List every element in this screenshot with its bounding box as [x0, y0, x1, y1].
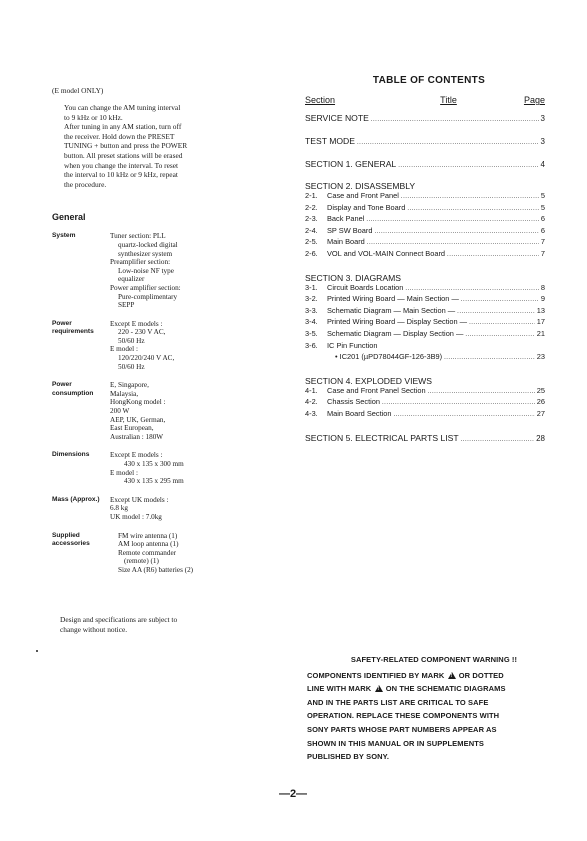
- safety-text: ON THE SCHEMATIC DIAGRAMS: [385, 684, 506, 694]
- safety-warning: [307, 653, 547, 764]
- toc-subentry-number: 4-3.: [305, 408, 318, 418]
- toc-entry: [305, 159, 545, 169]
- toc-subentry: [305, 191, 545, 203]
- spec-label: [52, 451, 110, 485]
- spec-label-line: Supplied: [52, 531, 80, 539]
- toc-subentry-page: 6: [540, 225, 545, 235]
- spec-value-line: 200 W: [110, 407, 130, 416]
- toc-subentry: [305, 249, 545, 261]
- spec-value-line: 6.8 kg: [110, 504, 128, 513]
- specifications-table: [52, 232, 252, 574]
- spec-value-line: Power amplifier section:: [110, 283, 181, 292]
- toc-subentry: [305, 386, 545, 398]
- toc-subentry-title: Main Board Section: [327, 408, 392, 418]
- toc-subentry-page: 5: [540, 202, 545, 212]
- toc-subentry-page: 13: [536, 305, 545, 315]
- toc-subentry-page: 9: [540, 294, 545, 304]
- toc-entry: [305, 433, 545, 443]
- spec-value-line: 120/220/240 V AC,: [118, 354, 175, 363]
- page-number: —2—: [278, 788, 308, 800]
- toc-leader-dots: [401, 191, 539, 203]
- toc-leader-dots: [447, 249, 539, 261]
- note-line: the interval to 10 kHz or 9 kHz, repeat: [64, 170, 178, 180]
- toc-subentry-title: Circuit Boards Location: [327, 282, 404, 292]
- safety-line: SONY PARTS WHOSE PART NUMBERS APPEAR AS: [307, 724, 497, 734]
- note-line: the procedure.: [64, 179, 107, 189]
- toc-leader-dots: [407, 203, 539, 215]
- spec-values: [110, 320, 252, 372]
- spec-label-line: accessories: [52, 540, 90, 548]
- toc-leader-dots: [374, 226, 538, 238]
- design-note-line: change without notice.: [60, 624, 128, 634]
- spec-value-line: Preamplifier section:: [110, 258, 171, 267]
- toc-subentry: [305, 306, 545, 318]
- toc-subentry-number: 3-2.: [305, 294, 318, 304]
- toc-section: [305, 376, 545, 421]
- toc-subentry-page: 26: [536, 397, 545, 407]
- spec-value-line: 220 - 230 V AC,: [118, 328, 166, 337]
- spec-value-line: Low-noise NF type: [118, 266, 174, 275]
- spec-value-line: E model :: [110, 468, 138, 477]
- spec-value-line: E, Singapore,: [110, 381, 149, 390]
- spec-value-line: 430 x 135 x 295 mm: [124, 477, 184, 486]
- safety-line: OPERATION. REPLACE THESE COMPONENTS WITH: [307, 711, 500, 721]
- toc-subentry-number: 3-1.: [305, 282, 318, 292]
- spec-value-line: Except E models :: [110, 319, 163, 328]
- toc-subentry-number: 4-1.: [305, 385, 318, 395]
- toc-subentry: [305, 329, 545, 341]
- spec-value-line: Except E models :: [110, 451, 163, 460]
- safety-rest-lines: [307, 696, 547, 764]
- toc-subentry-title: Back Panel: [327, 214, 365, 224]
- safety-text: LINE WITH MARK: [307, 684, 372, 694]
- toc-entry: [305, 113, 545, 123]
- spec-value-line: AM loop antenna (1): [118, 540, 179, 549]
- toc-subentry: [305, 352, 545, 364]
- toc-section: [305, 273, 545, 364]
- spec-value-line: 430 x 135 x 300 mm: [124, 460, 184, 468]
- toc-subentry-page: 6: [540, 214, 545, 224]
- table-of-contents: [305, 75, 545, 443]
- toc-subentry: [305, 341, 545, 353]
- spec-row: [52, 232, 252, 309]
- toc-col-page: Page: [523, 95, 545, 105]
- toc-subentry-number: 3-3.: [305, 305, 318, 315]
- toc-leader-dots: [405, 283, 538, 295]
- safety-line: PUBLISHED BY SONY.: [307, 752, 390, 762]
- toc-subentry-number: 4-2.: [305, 397, 318, 407]
- toc-section-title: SECTION 3. DIAGRAMS: [305, 272, 401, 283]
- safety-line: [307, 682, 547, 696]
- toc-entry-title: SECTION 5. ELECTRICAL PARTS LIST: [305, 432, 459, 443]
- spec-value-line: Tuner section: PLL: [110, 232, 166, 241]
- toc-subentry-number: 2-4.: [305, 225, 318, 235]
- toc-subentry: [305, 237, 545, 249]
- note-line: After tuning in any AM station, turn off: [64, 122, 182, 132]
- general-heading: General: [52, 212, 86, 223]
- spec-label-line: requirements: [52, 328, 94, 336]
- safety-text: COMPONENTS IDENTIFIED BY MARK: [307, 670, 445, 680]
- toc-entry-title: TEST MODE: [305, 136, 355, 146]
- toc-subentry-page: 25: [536, 385, 545, 395]
- toc-column-headers: [305, 95, 545, 105]
- toc-subentry-number: 2-2.: [305, 202, 318, 212]
- design-note-line: Design and specifications are subject to: [60, 615, 178, 624]
- toc-subentry-title: Main Board: [327, 237, 365, 247]
- safety-warning-title: SAFETY-RELATED COMPONENT WARNING !!: [350, 655, 518, 664]
- spec-label: [52, 496, 110, 522]
- toc-subentry-number: 3-4.: [305, 317, 318, 327]
- toc-subentry: [305, 409, 545, 421]
- toc-subentry-number: 2-6.: [305, 248, 318, 258]
- am-tuning-interval-note: [64, 103, 214, 189]
- toc-entry-title: SECTION 1. GENERAL: [305, 159, 397, 169]
- spec-values: [110, 232, 252, 309]
- spec-label: [52, 532, 110, 575]
- toc-subentry: [305, 214, 545, 226]
- toc-subentry: [305, 317, 545, 329]
- spec-label: [52, 320, 110, 372]
- toc-subentry-number: 3-6.: [305, 340, 318, 350]
- toc-subentry-title: Printed Wiring Board — Main Section —: [327, 294, 459, 304]
- toc-title: TABLE OF CONTENTS: [372, 75, 486, 86]
- spec-value-line: Remote commander: [118, 548, 177, 557]
- toc-entry: [305, 136, 545, 146]
- margin-mark: [36, 650, 38, 652]
- toc-subentry-title: IC Pin Function: [327, 340, 378, 350]
- toc-entries: [305, 113, 545, 443]
- toc-entry-page: 28: [536, 433, 545, 443]
- spec-value-line: Except UK models :: [110, 495, 169, 504]
- spec-label-line: System: [52, 232, 76, 240]
- toc-subentry: [305, 226, 545, 238]
- toc-leader-dots: [461, 433, 534, 443]
- toc-subentry-page: 23: [536, 352, 545, 362]
- toc-subentry: [305, 294, 545, 306]
- spec-value-line: Malaysia,: [110, 389, 139, 398]
- spec-row: [52, 451, 252, 485]
- spec-label-line: Dimensions: [52, 451, 90, 459]
- toc-leader-dots: [461, 294, 539, 306]
- toc-subentry: [305, 203, 545, 215]
- toc-subentry-title: Schematic Diagram — Display Section —: [327, 328, 464, 338]
- spec-value-line: Size AA (R6) batteries (2): [118, 565, 194, 574]
- spec-row: [52, 532, 252, 575]
- warning-triangle-icon: [448, 672, 456, 679]
- toc-subentry: [305, 397, 545, 409]
- spec-value-line: East European,: [110, 424, 154, 433]
- note-line: the receiver. Hold down the PRESET: [64, 131, 175, 141]
- toc-subentry-page: 7: [540, 248, 545, 258]
- spec-value-line: HongKong model :: [110, 398, 166, 407]
- toc-subentry-number: 2-5.: [305, 237, 318, 247]
- toc-leader-dots: [366, 214, 538, 226]
- toc-leader-dots: [371, 113, 539, 123]
- spec-value-line: (remote) (1): [124, 557, 159, 566]
- toc-section-title: SECTION 4. EXPLODED VIEWS: [305, 375, 433, 386]
- safety-line: SHOWN IN THIS MANUAL OR IN SUPPLEMENTS: [307, 738, 484, 748]
- spec-value-line: quartz-locked digital: [118, 240, 178, 249]
- toc-subentry-title: Case and Front Panel: [327, 191, 399, 200]
- safety-text: OR DOTTED: [458, 670, 504, 680]
- spec-label-line: Power: [52, 319, 72, 327]
- toc-subentry-number: 2-1.: [305, 191, 318, 200]
- toc-leader-dots: [357, 136, 539, 146]
- spec-values: [110, 496, 252, 522]
- toc-subentry-page: 27: [536, 408, 545, 418]
- toc-subentry-number: 3-5.: [305, 328, 318, 338]
- spec-label-line: consumption: [52, 389, 94, 397]
- spec-value-line: E model :: [110, 345, 138, 354]
- spec-values: [110, 381, 252, 441]
- toc-leader-dots: [398, 159, 538, 169]
- e-model-heading: (E model ONLY): [52, 86, 104, 95]
- toc-leader-dots: [469, 317, 535, 329]
- spec-value-line: SEPP: [118, 301, 135, 310]
- spec-label: [52, 381, 110, 441]
- toc-subentry-number: 2-3.: [305, 214, 318, 224]
- spec-value-line: 50/60 Hz: [118, 336, 145, 345]
- spec-label-line: Power: [52, 381, 72, 389]
- toc-section: [305, 181, 545, 261]
- toc-subentry-page: 21: [536, 328, 545, 338]
- safety-warning-body: [307, 669, 547, 764]
- toc-leader-dots: [394, 409, 535, 421]
- spec-row: [52, 320, 252, 372]
- toc-leader-dots: [428, 386, 535, 398]
- spec-value-line: synthesizer system: [118, 249, 173, 258]
- toc-subentry-page: 17: [536, 317, 545, 327]
- toc-entry-title: SERVICE NOTE: [305, 113, 369, 123]
- toc-subentry-page: 5: [540, 191, 545, 200]
- toc-col-title: Title: [440, 95, 457, 105]
- toc-subentry: [305, 283, 545, 295]
- toc-leader-dots: [382, 397, 535, 409]
- toc-subentry-title: Schematic Diagram — Main Section —: [327, 305, 456, 315]
- spec-value-line: 50/60 Hz: [118, 362, 145, 371]
- toc-subentry-title: SP SW Board: [327, 225, 373, 235]
- spec-values: [110, 532, 252, 575]
- toc-subentry-title: Printed Wiring Board — Display Section —: [327, 317, 468, 327]
- toc-subentry-title: Display and Tone Board: [327, 202, 406, 212]
- toc-subentry-title: VOL and VOL-MAIN Connect Board: [327, 248, 446, 258]
- toc-entry-page: 3: [540, 137, 545, 146]
- spec-row: [52, 496, 252, 522]
- spec-label: [52, 232, 110, 309]
- safety-line: [307, 669, 547, 683]
- spec-label-line: Mass (Approx.): [52, 495, 100, 503]
- toc-entry-page: 3: [540, 114, 545, 123]
- toc-subentry-title: Case and Front Panel Section: [327, 385, 426, 395]
- toc-col-section: Section: [305, 95, 336, 105]
- toc-subentry-title: Chassis Section: [327, 397, 380, 407]
- spec-value-line: AEP, UK, German,: [110, 415, 166, 424]
- toc-section-title: SECTION 2. DISASSEMBLY: [305, 181, 416, 191]
- note-line: to 9 kHz or 10 kHz.: [64, 112, 123, 122]
- safety-line: AND IN THE PARTS LIST ARE CRITICAL TO SAFE: [307, 697, 489, 707]
- spec-value-line: FM wire antenna (1): [118, 531, 178, 540]
- spec-row: [52, 381, 252, 441]
- warning-triangle-icon: [375, 685, 383, 692]
- toc-entry-page: 4: [540, 160, 545, 169]
- left-column: [52, 86, 252, 575]
- toc-subentry-page: 7: [540, 237, 545, 247]
- note-line: when you change the interval. To reset: [64, 160, 179, 170]
- spec-value-line: UK model : 7.0kg: [110, 512, 162, 521]
- note-line: You can change the AM tuning interval: [64, 103, 181, 112]
- toc-leader-dots: [367, 237, 539, 249]
- toc-leader-dots: [444, 352, 535, 364]
- spec-value-line: Pure-complimentary: [118, 292, 178, 301]
- spec-value-line: Australian : 180W: [110, 432, 164, 441]
- toc-subentry-title: • IC201 (µPD78044GF-126-3B9): [335, 352, 443, 362]
- toc-leader-dots: [465, 329, 534, 341]
- note-line: TUNING + button and press the POWER: [64, 141, 188, 151]
- spec-values: [110, 451, 252, 485]
- design-notice: [60, 615, 200, 634]
- toc-subentry-page: 8: [540, 282, 545, 292]
- toc-leader-dots: [457, 306, 535, 318]
- note-line: button. All preset stations will be erased: [64, 150, 183, 160]
- spec-value-line: equalizer: [118, 275, 145, 284]
